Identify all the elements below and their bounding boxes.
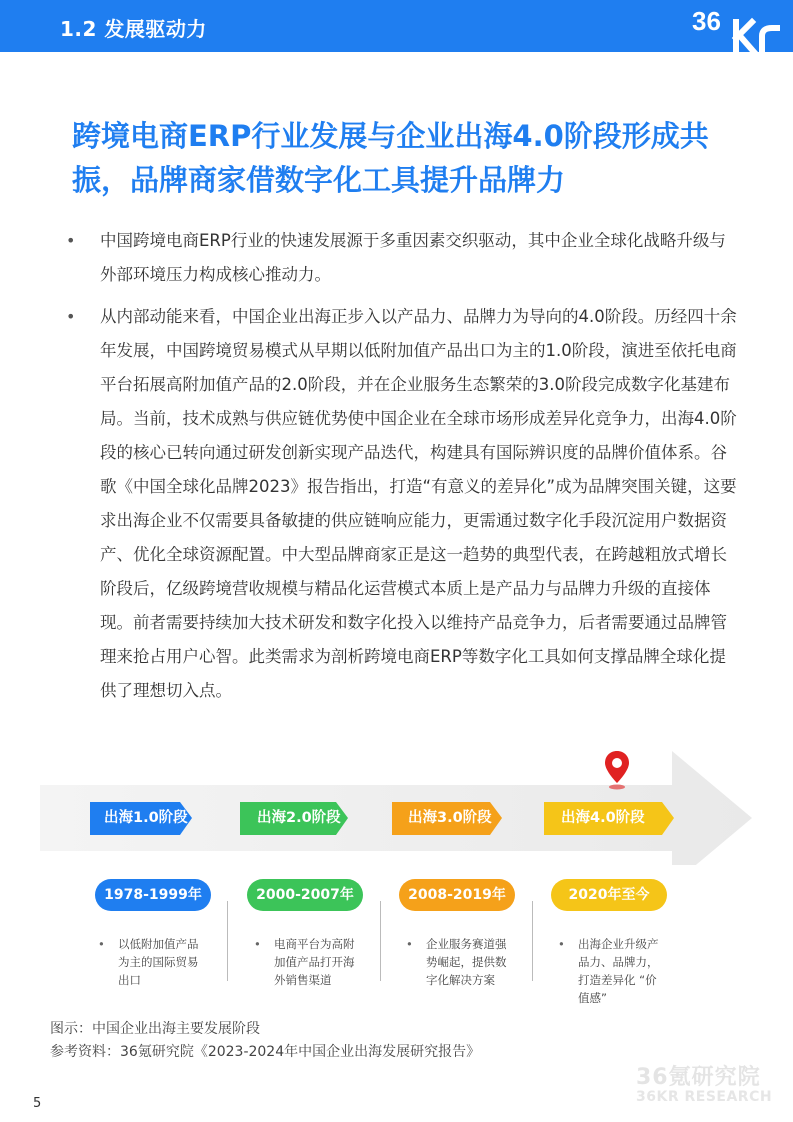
year-pill-3: 2008-2019年	[399, 879, 515, 911]
bullet-list	[60, 224, 740, 708]
stage-desc-3	[404, 935, 514, 989]
bullet-dot-icon: •	[66, 231, 76, 250]
stage-divider	[227, 901, 228, 981]
stage-desc-text: 企业服务赛道强势崛起，提供数字化解决方案	[426, 937, 507, 987]
page-title: 跨境电商ERP行业发展与企业出海4.0阶段形成共振，品牌商家借数字化工具提升品牌力	[72, 119, 709, 197]
watermark-sub: 36KR RESEARCH	[636, 1089, 773, 1105]
stage-desc-text: 出海企业升级产品力、品牌力，打造差异化 “价值感”	[578, 937, 659, 1005]
bullet-dot-icon: •	[558, 937, 565, 951]
stage-tag-4: 出海4.0阶段	[561, 810, 645, 826]
stage-desc-2	[252, 935, 362, 989]
year-pill-2: 2000-2007年	[247, 879, 363, 911]
stage-desc-text: 电商平台为高附加值产品打开海外销售渠道	[274, 937, 355, 987]
bullet-dot-icon: •	[254, 937, 261, 951]
stage-desc-1	[96, 935, 206, 989]
svg-text:36: 36	[692, 6, 721, 36]
stage-divider	[532, 901, 533, 981]
bullet-text: 中国跨境电商ERP行业的快速发展源于多重因素交织驱动，其中企业全球化战略升级与外部环境压力构成核心推动力。	[100, 231, 726, 284]
figure-title: 图示：中国企业出海主要发展阶段	[50, 1021, 260, 1037]
figure-caption	[50, 1018, 480, 1064]
bullet-dot-icon: •	[406, 937, 413, 951]
stage-desc-text: 以低附加值产品为主的国际贸易出口	[118, 937, 199, 987]
bullet-text: 从内部动能来看，中国企业出海正步入以产品力、品牌力为导向的4.0阶段。历经四十余年发展，中国跨境贸易模式从早期以低附加值产品出口为主的1.0阶段，演进至依托电商平台拓展高附加值产品的2.0阶段，并在企业服务生态繁荣的3.0阶段完成数字化基建布局。当前，技术成熟与供应链优势使中国企业在全球市场形成差异化竞争力，出海4.0阶段的核心已转向通过研发创新实现产品迭代，构建具有国际辨识度的品牌价值体系。谷歌《中国全球化品牌2023》报告指出，打造“有意义的差异化”成为品牌突围关键，这要求出海企业不仅需要具备敏捷的供应链响应能力，更需通过数字化手段沉淀用户数据资产、优化全球资源配置。中大型品牌商家正是这一趋势的典型代表，在跨越粗放式增长阶段后，亿级跨境营收规模与精品化运营模式本质上是产品力与品牌力升级的直接体现。前者需要持续加大技术研发和数字化投入以维持产品竞争力，后者需要通过品牌管理来抢占用户心智。此类需求为剖析跨境电商ERP等数字化工具如何支撑品牌全球化提供了理想切入点。	[100, 307, 737, 700]
bullet-item	[60, 224, 740, 292]
watermark-main: 36氪研究院	[636, 1065, 761, 1090]
figure-source: 参考资料：36氪研究院《2023-2024年中国企业出海发展研究报告》	[50, 1044, 481, 1060]
stage-divider	[380, 901, 381, 981]
bullet-dot-icon: •	[66, 307, 76, 326]
36kr-logo	[688, 0, 793, 52]
header-bar	[0, 0, 793, 52]
watermark	[636, 1060, 786, 1105]
bullet-item	[60, 300, 740, 708]
year-pill-1: 1978-1999年	[95, 879, 211, 911]
development-timeline	[40, 745, 760, 1005]
stage-tag-1: 出海1.0阶段	[104, 810, 188, 826]
stage-tag-3: 出海3.0阶段	[408, 810, 492, 826]
page-number: 5	[33, 1096, 42, 1111]
stage-tag-2: 出海2.0阶段	[257, 810, 341, 826]
location-pin-icon	[605, 751, 629, 790]
stage-desc-4	[556, 935, 666, 1007]
section-title: 1.2 发展驱动力	[60, 17, 207, 41]
bullet-dot-icon: •	[98, 937, 105, 951]
year-pill-4: 2020年至今	[551, 879, 667, 911]
